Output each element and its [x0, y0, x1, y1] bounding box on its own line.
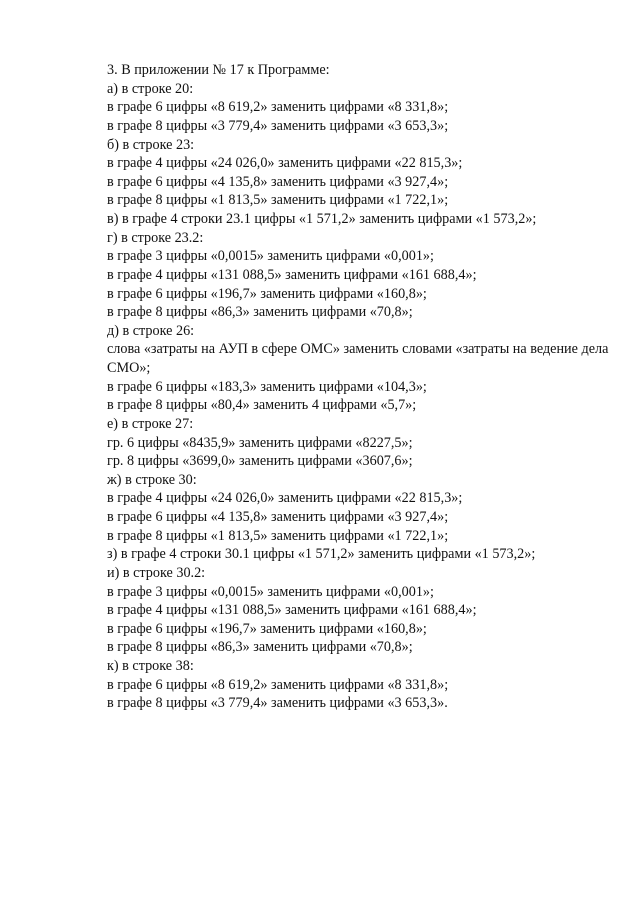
- text-line: в графе 6 цифры «196,7» заменить цифрами «160,8»;: [107, 620, 427, 637]
- text-line: в графе 6 цифры «196,7» заменить цифрами «160,8»;: [107, 285, 427, 302]
- item-heading-e: е) в строке 27:: [107, 415, 194, 432]
- text-line: в графе 6 цифры «183,3» заменить цифрами «104,3»;: [107, 378, 427, 395]
- text-line: в графе 3 цифры «0,0015» заменить цифрами «0,001»;: [107, 248, 434, 265]
- item-heading-a: а) в строке 20:: [107, 80, 194, 97]
- text-line: в графе 8 цифры «80,4» заменить 4 цифрами «5,7»;: [107, 397, 417, 414]
- text-line: в графе 8 цифры «86,3» заменить цифрами «70,8»;: [107, 639, 413, 656]
- item-heading-g: г) в строке 23.2:: [107, 229, 204, 246]
- text-line: в графе 8 цифры «86,3» заменить цифрами «70,8»;: [107, 304, 413, 321]
- item-heading-i: и) в строке 30.2:: [107, 564, 206, 581]
- section-heading: 3. В приложении № 17 к Программе:: [107, 62, 330, 78]
- text-line: в графе 4 цифры «24 026,0» заменить цифрами «22 815,3»;: [107, 490, 463, 507]
- text-line: в графе 6 цифры «8 619,2» заменить цифрами «8 331,8»;: [107, 99, 449, 116]
- text-line: в графе 8 цифры «1 813,5» заменить цифрами «1 722,1»;: [107, 192, 449, 209]
- text-line: в графе 6 цифры «4 135,8» заменить цифрами «3 927,4»;: [107, 509, 449, 525]
- text-paragraph: слова «затраты на АУП в сфере ОМС» заменить словами «затраты на ведение дела СМО»;: [107, 341, 609, 376]
- text-line: гр. 6 цифры «8435,9» заменить цифрами «8227,5»;: [107, 434, 413, 451]
- text-line: в графе 6 цифры «8 619,2» заменить цифрами «8 331,8»;: [107, 676, 449, 693]
- item-heading-v: в) в графе 4 строки 23.1 цифры «1 571,2» заменить цифрами «1 573,2»;: [107, 211, 537, 227]
- text-line: гр. 8 цифры «3699,0» заменить цифрами «3607,6»;: [107, 453, 413, 470]
- item-heading-zh: ж) в строке 30:: [107, 471, 197, 488]
- item-heading-k: к) в строке 38:: [107, 658, 194, 674]
- text-line: в графе 3 цифры «0,0015» заменить цифрами «0,001»;: [107, 583, 434, 600]
- document-body: [107, 61, 617, 713]
- text-line: в графе 8 цифры «1 813,5» заменить цифрами «1 722,1»;: [107, 527, 449, 544]
- text-line: в графе 6 цифры «4 135,8» заменить цифрами «3 927,4»;: [107, 173, 449, 190]
- item-heading-b: б) в строке 23:: [107, 136, 195, 153]
- text-line: в графе 4 цифры «24 026,0» заменить цифрами «22 815,3»;: [107, 155, 463, 172]
- text-line: в графе 4 цифры «131 088,5» заменить цифрами «161 688,4»;: [107, 602, 477, 619]
- item-heading-d: д) в строке 26:: [107, 322, 195, 339]
- item-heading-z: з) в графе 4 строки 30.1 цифры «1 571,2» заменить цифрами «1 573,2»;: [107, 546, 536, 563]
- text-line: в графе 8 цифры «3 779,4» заменить цифрами «3 653,3».: [107, 695, 448, 712]
- text-line: в графе 4 цифры «131 088,5» заменить цифрами «161 688,4»;: [107, 266, 477, 283]
- text-line: в графе 8 цифры «3 779,4» заменить цифрами «3 653,3»;: [107, 117, 449, 134]
